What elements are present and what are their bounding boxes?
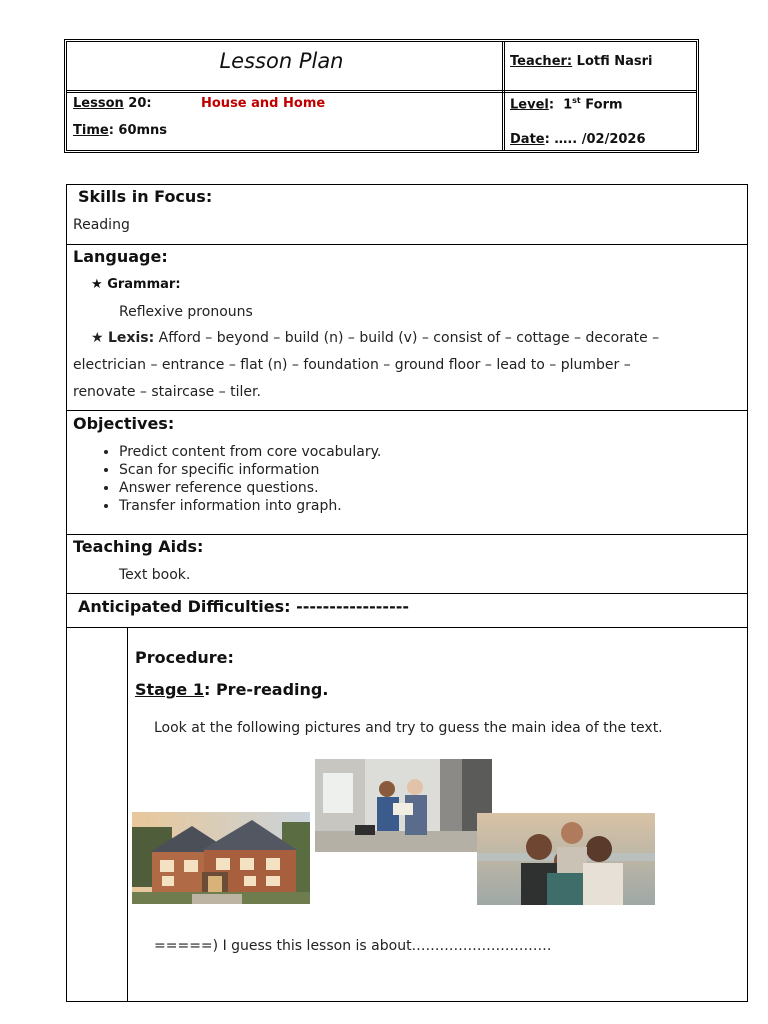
level-form: Form [585,97,623,113]
star-icon: ★ [91,277,103,292]
teaching-aids-value: Text book. [119,567,191,583]
teacher-field [510,54,653,69]
procedure-title: Procedure: [135,648,234,667]
objective-item: • Answer reference questions. [119,479,719,497]
objectives-list [73,443,719,515]
teacher-label: Teacher: [510,54,573,69]
procedure-divider [127,627,128,1002]
house-picture [132,812,310,904]
time-label: Time [73,123,109,138]
level-number: 1 [563,97,573,113]
objective-item: • Predict content from core vocabulary. [119,443,719,461]
family-illustration [477,813,655,905]
stage-label: Stage 1 [135,680,204,699]
skills-value: Reading [73,217,130,233]
lexis-line-1 [91,330,659,346]
lesson-field [73,96,152,111]
page-title: Lesson Plan [219,49,344,73]
objective-item: • Scan for specific information [119,461,719,479]
teaching-aids-title: Teaching Aids: [73,537,204,556]
workers-picture [315,759,492,852]
header-divider-horizontal [67,90,696,93]
grammar-heading [91,277,181,292]
difficulties-title: Anticipated Difficulties: ----------------- [78,597,409,616]
date-value: : ….. /02/2026 [544,132,646,147]
grammar-value: Reflexive pronouns [119,304,253,320]
header-divider-vertical [502,42,505,150]
star-icon: ★ [91,330,104,346]
objective-item: • Transfer information into graph. [119,497,719,515]
grammar-label: Grammar: [107,277,181,292]
guess-line: =====) I guess this lesson is about………………………… [154,938,552,954]
lexis-line-3: renovate – staircase – tiler. [73,384,261,400]
date-label: Date [510,132,545,147]
stage-heading [135,680,328,699]
objectives-title: Objectives: [73,414,175,433]
level-ordinal: st [572,96,581,105]
time-field [73,123,167,138]
lesson-label: Lesson [73,96,124,111]
date-field [510,132,646,147]
lesson-topic: House and Home [201,96,326,111]
lesson-number: 20: [128,96,152,111]
time-value: : 60mns [108,123,168,138]
lexis-words-1: Afford – beyond – build (n) – build (v) – consist of – cottage – decorate – [158,330,660,346]
level-label: Level [510,97,549,113]
lexis-label: Lexis: [108,330,155,346]
level-field: Level: 1st Form [510,96,623,113]
house-illustration [132,812,310,904]
teacher-name: Lotfi Nasri [576,54,653,69]
instruction-text: Look at the following pictures and try to guess the main idea of the text. [154,720,663,736]
stage-name: : Pre-reading. [203,680,329,699]
language-title: Language: [73,247,168,266]
workers-illustration [315,759,492,852]
family-picture [477,813,655,905]
skills-title: Skills in Focus: [78,187,213,206]
lexis-line-2: electrician – entrance – flat (n) – foundation – ground floor – lead to – plumber – [73,357,631,373]
